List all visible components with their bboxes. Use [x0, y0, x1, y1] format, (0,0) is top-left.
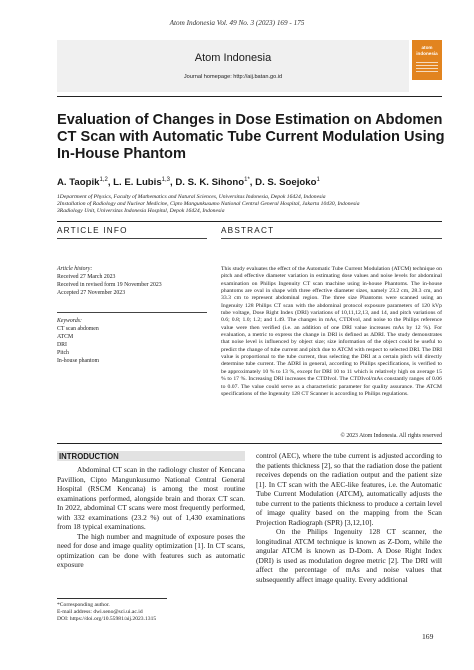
- logo-lines-icon: [416, 62, 438, 63]
- abstract-text: This study evaluates the effect of the Automatic Tube Current Modulation (ATCM) technique on pitch and effective diameter variation in estimating dose values and noise levels for abdominal examination on Philips Ingenuity CT scan machine using in-house Phantoms. The in-house phantoms are oval in shape with three effective diameter sizes, namely 23.2 cm, 28.3 cm, and 33.3 cm to represent abdominal region. The three size Phantoms were scanned using an Ingenuity 128 Philips CT scan with the abdominal protocol exposure parameters of 120 kVp tube voltage, Dose Right Index (DRI) variations of 10,11,12,13, and 14, and pitch variations of 0.6; 0.8; 1.0; 1.2; and 1.49. The changes in mAs, CTDIvol, and noise to the Philips reference value were then verified (i.e. an addition of one DRI value increases mAs by 12 %). For evaluation, a metric to express the change in DRI is defined as ΔDRI. The study demonstrates that noise level is influenced by object size; size information of the object could be useful to predict the change of tube current and pitch due to ATCM with respect to selected DRI. The DRI value is proportional to the tube current, thus selecting the DRI at a certain pitch will directly determine tube current. The ΔDRI in general, according to Philips specifications, is verified to be approximately 10 % to 13 %, except for DRI 10 to 11 which is relatively high on average 15 % to 17 %. Increasing DRI increases the CTDIvol. The CTDIvol/mAs constantly ranges of 0.06 to 0.07. The value could serve as a characteristic parameter for quality assurance. The ATCM specifications of the Ingenuity 128 CT Scanner is according to Philips regulations.: [221, 266, 442, 397]
- keywords-rule: [57, 312, 207, 313]
- corresponding-author-note: *Corresponding author.: [57, 602, 110, 608]
- corresponding-email[interactable]: E-mail address: dwi.seno@sci.ui.ac.id: [57, 609, 143, 615]
- journal-homepage[interactable]: Journal homepage: http://aij.batan.go.id: [183, 74, 283, 80]
- history-accepted: Accepted 27 November 2023: [57, 290, 126, 296]
- keyword-item: CT scan abdomen: [57, 326, 99, 332]
- introduction-heading-band: [57, 451, 245, 461]
- running-head: Atom Indonesia Vol. 49 No. 3 (2023) 169 - 175: [169, 19, 305, 27]
- affiliation-2: 2Installation of Radiology and Nuclear Medicine, Cipto Mangunkusumo National Central General Hospital, Jakarta 10430, Indonesia: [57, 201, 360, 207]
- intro-paragraph: On the Philips Ingenuity 128 CT scanner, the longitudinal ATCM technique is known as Z-Dom, while the angular ATCM is known as D-Dom. A Dose Right Index (DRI) is used as modulation degree metric [2]. The DRI will affect the percentage of mAs and noise values that subsequently affect image quality. Every additional: [256, 527, 442, 584]
- journal-name: Atom Indonesia: [194, 52, 272, 64]
- intro-left-column: [57, 465, 245, 570]
- introduction-heading: INTRODUCTION: [59, 452, 119, 461]
- footnote-rule: [57, 598, 167, 599]
- history-revised: Received in revised form 19 November 2023: [57, 282, 162, 288]
- author-3: D. S. K. Sihono$^{1*}$,: [175, 177, 253, 189]
- author-2: L. E. Lubis$^{1,3}$,: [113, 177, 173, 189]
- abstract-bottom-rule: [57, 443, 442, 444]
- keyword-item: Pitch: [57, 350, 69, 356]
- copyright-line: © 2023 Atom Indonesia. All rights reserved: [340, 433, 442, 439]
- keyword-item: In-house phantom: [57, 358, 100, 364]
- page-number: 169: [422, 632, 434, 641]
- article-info-rule: [57, 238, 207, 239]
- keyword-item: DRI: [57, 342, 67, 348]
- intro-paragraph: Abdominal CT scan in the radiology cluster of Kencana Pavillion, Cipto Mangunkusumo National Central General Hospital (RSCM Kencana) is among the most routine examinations performed, alongside brain and thorax CT scan. In 2022, abdominal CT scans were most frequently performed, with 332 examinations (23.2 %) out of 1,430 examinations from 18 typical examinations.: [57, 465, 245, 531]
- abstract-heading: ABSTRACT: [221, 226, 275, 235]
- intro-paragraph: control (AEC), where the tube current is adjusted according to the patients thickness [2], so that the radiation dose the patient receives depends on the radiation output and the patient size [1]. In CT scan with the AEC-like features, i.e. the Automatic Tube Current Modulation (ATCM), automatically adjusts the tube current to the patients thickness to produce a certain level of image quality based on the mapping from the Scan Projection Radiograph (SPR) [3,12,10].: [256, 451, 442, 527]
- keywords-label: Keywords:: [57, 318, 82, 324]
- affiliation-rule: [57, 221, 442, 222]
- article-title: Evaluation of Changes in Dose Estimation on Abdomen CT Scan with Automatic Tube Current Modulation Using In-House Phantom: [57, 112, 445, 162]
- abstract-rule: [221, 238, 442, 239]
- affiliation-3: 3Radiology Unit, Universitas Indonesia Hospital, Depok 16424, Indonesia: [57, 208, 225, 214]
- history-label: Article history:: [57, 266, 93, 272]
- header-rule: [57, 96, 442, 97]
- doi-link[interactable]: DOI: https://doi.org/10.55981/aij.2023.1315: [57, 616, 157, 622]
- author-1: A. Taopik$^{1,2}$,: [57, 177, 111, 189]
- keyword-item: ATCM: [57, 334, 74, 340]
- journal-logo: [412, 40, 442, 80]
- article-info-heading: ARTICLE INFO: [57, 226, 128, 235]
- intro-paragraph: The high number and magnitude of exposure poses the need for dose and image quality optimization [1]. In CT scans, optimization can be done with features such as automatic exposure: [57, 531, 245, 569]
- intro-right-column: [256, 451, 442, 584]
- author-4: D. S. Soejoko$^1$: [255, 177, 320, 189]
- article-authors: [57, 177, 442, 188]
- logo-text-indonesia: indonesia: [416, 51, 438, 56]
- affiliation-1: 1Department of Physics, Faculty of Mathematics and Natural Sciences, Universitas Indonesia, Depok 16424, Indonesia: [57, 194, 326, 200]
- journal-banner: [57, 40, 409, 92]
- history-received: Received 27 March 2023: [57, 274, 116, 280]
- logo-text-atom: atom: [421, 45, 433, 50]
